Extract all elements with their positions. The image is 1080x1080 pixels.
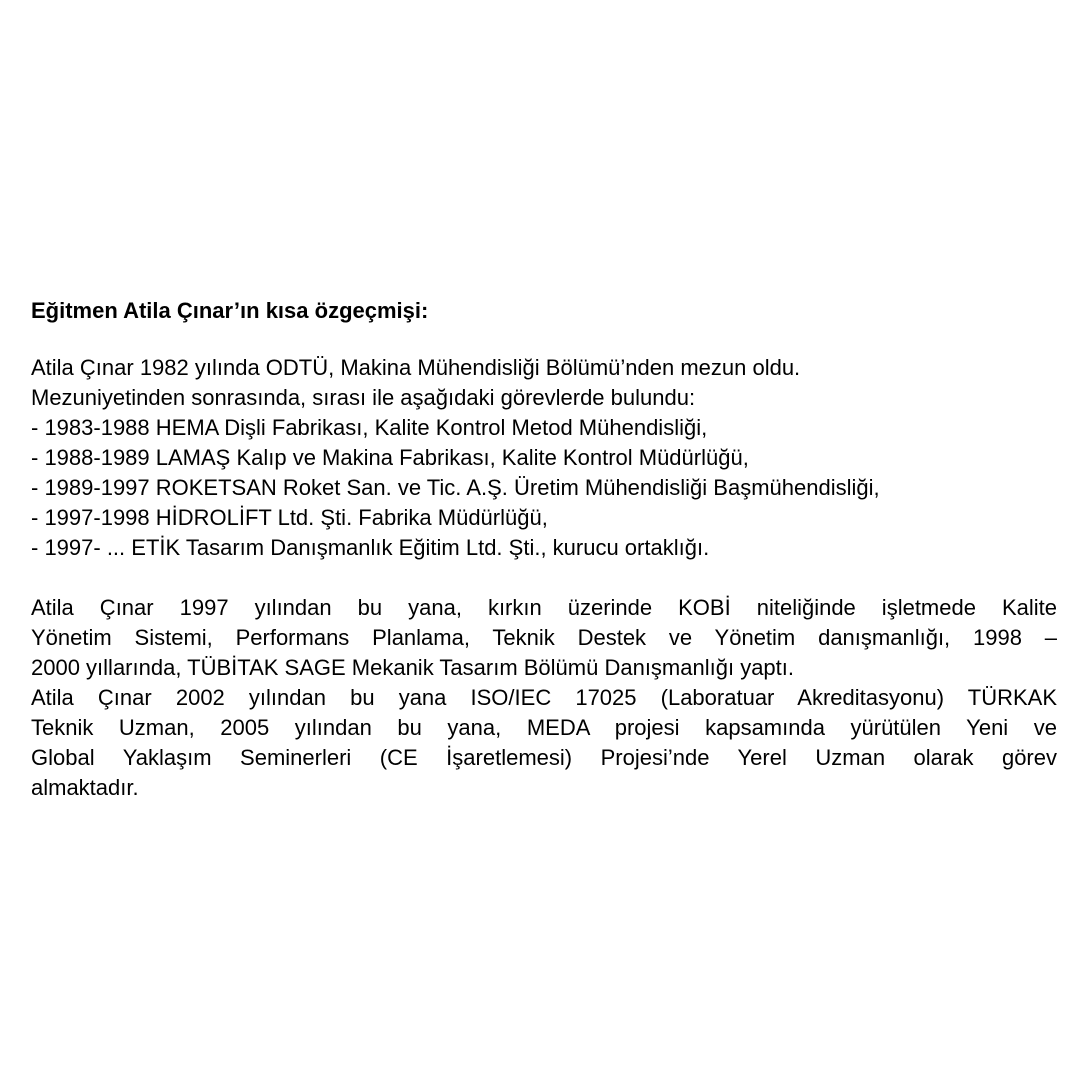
- paragraph-line: Global Yaklaşım Seminerleri (CE İşaretlemesi) Projesi’nde Yerel Uzman olarak görev: [31, 745, 1057, 770]
- position-item: - 1988-1989 LAMAŞ Kalıp ve Makina Fabrikası, Kalite Kontrol Müdürlüğü,: [31, 445, 749, 470]
- intro-line: Mezuniyetinden sonrasında, sırası ile aşağıdaki görevlerde bulundu:: [31, 385, 696, 410]
- intro-section: [31, 353, 1057, 563]
- document-title: Eğitmen Atila Çınar’ın kısa özgeçmişi:: [31, 298, 429, 323]
- paragraph-experience: [31, 593, 1057, 803]
- position-item: - 1983-1988 HEMA Dişli Fabrikası, Kalite Kontrol Metod Mühendisliği,: [31, 415, 708, 440]
- paragraph-line: Atila Çınar 1997 yılından bu yana, kırkın üzerinde KOBİ niteliğinde işletmede Kalite: [31, 595, 1057, 620]
- position-item: - 1997- ... ETİK Tasarım Danışmanlık Eğitim Ltd. Şti., kurucu ortaklığı.: [31, 535, 710, 560]
- paragraph-line: 2000 yıllarında, TÜBİTAK SAGE Mekanik Tasarım Bölümü Danışmanlığı yaptı.: [31, 655, 794, 680]
- paragraph-line: Yönetim Sistemi, Performans Planlama, Teknik Destek ve Yönetim danışmanlığı, 1998 –: [31, 625, 1057, 650]
- position-item: - 1989-1997 ROKETSAN Roket San. ve Tic. A.Ş. Üretim Mühendisliği Başmühendisliği,: [31, 475, 880, 500]
- position-item: - 1997-1998 HİDROLİFT Ltd. Şti. Fabrika Müdürlüğü,: [31, 505, 548, 530]
- document-body: [31, 296, 1057, 803]
- paragraph-line: almaktadır.: [31, 775, 139, 800]
- intro-line: Atila Çınar 1982 yılında ODTÜ, Makina Mühendisliği Bölümü’nden mezun oldu.: [31, 355, 801, 380]
- paragraph-line: Atila Çınar 2002 yılından bu yana ISO/IEC 17025 (Laboratuar Akreditasyonu) TÜRKAK: [31, 685, 1057, 710]
- paragraph-line: Teknik Uzman, 2005 yılından bu yana, MEDA projesi kapsamında yürütülen Yeni ve: [31, 715, 1057, 740]
